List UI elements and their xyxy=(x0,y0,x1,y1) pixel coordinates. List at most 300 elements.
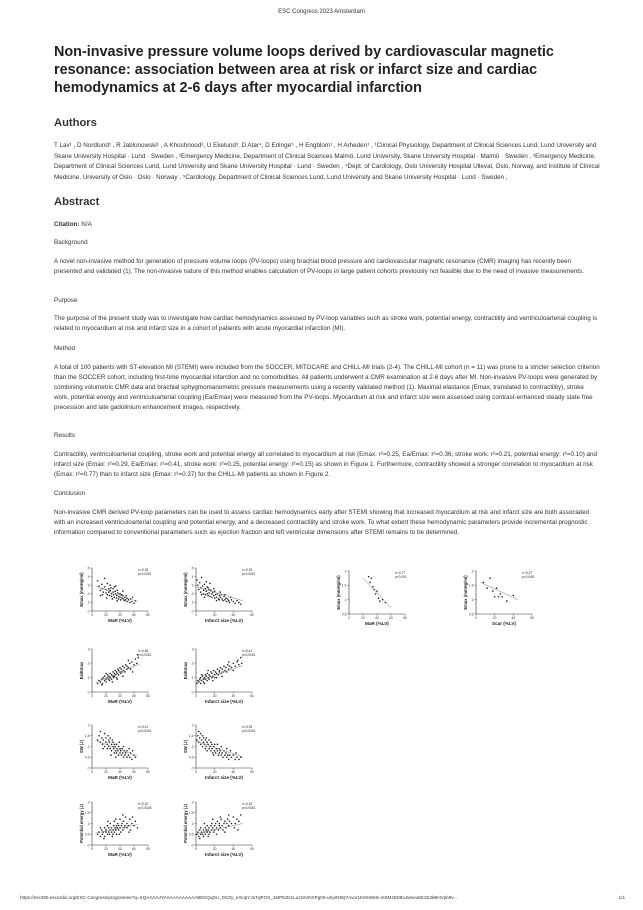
data-point xyxy=(200,591,202,593)
data-point xyxy=(238,664,240,666)
data-point xyxy=(513,595,515,597)
x-tick-label: 60 xyxy=(250,770,254,774)
data-point xyxy=(107,825,109,827)
data-point xyxy=(201,674,203,676)
data-point xyxy=(234,602,236,604)
data-point xyxy=(114,827,116,829)
data-point xyxy=(128,754,130,756)
data-point xyxy=(116,590,118,592)
y-tick-label: 1 xyxy=(191,600,194,605)
data-point xyxy=(104,578,106,580)
data-point xyxy=(230,750,232,752)
data-point xyxy=(109,584,111,586)
data-point xyxy=(118,670,120,672)
page-title: Non-invasive pressure volume loops derived by cardiovascular magnetic resonance: association between area at risk or infarct size and cardiac hemodynamics at 2-6 days after myocardial infarction xyxy=(54,44,554,96)
data-point xyxy=(204,683,206,685)
data-point xyxy=(126,750,128,752)
data-point xyxy=(215,594,217,596)
data-point xyxy=(102,744,104,746)
y-tick-label: 2 xyxy=(471,569,474,574)
data-point xyxy=(212,752,214,754)
data-point xyxy=(125,664,127,666)
data-point xyxy=(111,827,113,829)
x-tick-label: 40 xyxy=(118,847,122,851)
data-point xyxy=(225,752,227,754)
x-tick-label: 40 xyxy=(231,694,236,698)
data-point xyxy=(109,823,111,825)
data-point xyxy=(236,756,238,758)
x-tick-label: 0 xyxy=(195,694,197,698)
data-point xyxy=(131,601,133,603)
x-axis-label: MaR (%LV) xyxy=(108,852,132,857)
data-point xyxy=(109,673,111,675)
data-point xyxy=(220,746,222,748)
x-tick-label: 20 xyxy=(212,847,217,851)
x-tick-label: 0 xyxy=(475,616,477,620)
data-point xyxy=(238,602,240,604)
data-point xyxy=(119,667,121,669)
data-point xyxy=(121,597,123,599)
x-axis-label: Scar (%LV) xyxy=(492,621,516,626)
data-point xyxy=(228,600,230,602)
background-label: Background xyxy=(54,239,88,246)
y-tick-label: 0 xyxy=(191,766,194,771)
data-point xyxy=(102,683,104,685)
data-point xyxy=(204,596,206,598)
purpose-text: The purpose of the present study was to investigate how cardiac hemodynamics assessed by PV-loop variables such as stroke work, potential energy, contractility and ventriculoarterial coupling is related to myocardium at risk and infarct size in a cohort of patients with acute myocardial infarction (MI). xyxy=(54,315,598,332)
y-tick-label: 0.5 xyxy=(188,755,194,760)
x-axis-label: Infarct size (%LV) xyxy=(205,852,243,857)
data-point xyxy=(108,746,110,748)
data-point xyxy=(129,663,131,665)
data-point xyxy=(108,831,110,833)
data-point xyxy=(118,825,120,827)
x-tick-label: 20 xyxy=(104,770,108,774)
data-point xyxy=(114,670,116,672)
data-point xyxy=(203,737,205,739)
data-point xyxy=(109,741,111,743)
y-tick-label: 1.5 xyxy=(468,583,474,588)
y-tick-label: 1.5 xyxy=(188,811,194,816)
data-point xyxy=(123,756,125,758)
x-tick-label: 40 xyxy=(118,770,122,774)
regression-line xyxy=(96,664,140,683)
data-point xyxy=(220,818,222,820)
data-point xyxy=(378,597,380,599)
data-point xyxy=(122,814,124,816)
y-tick-label: 2 xyxy=(87,800,90,805)
regression-line xyxy=(481,582,518,599)
y-tick-label: 0.5 xyxy=(84,832,90,837)
data-point xyxy=(235,752,237,754)
data-point xyxy=(206,593,208,595)
data-point xyxy=(219,752,221,754)
data-point xyxy=(203,829,205,831)
data-point xyxy=(196,683,198,685)
x-tick-label: 60 xyxy=(132,613,136,617)
data-point xyxy=(100,595,102,597)
x-tick-label: 80 xyxy=(146,847,150,851)
data-point xyxy=(97,683,99,685)
x-axis-label: MaR (%LV) xyxy=(108,775,132,780)
data-point xyxy=(225,667,227,669)
data-point xyxy=(115,818,117,820)
data-point xyxy=(499,593,501,595)
data-point xyxy=(213,595,215,597)
data-point xyxy=(489,577,491,579)
chart-chill-emax-scar xyxy=(462,566,538,626)
data-point xyxy=(122,829,124,831)
data-point xyxy=(116,752,118,754)
stats-annotation: r²=0.29 xyxy=(242,568,253,572)
data-point xyxy=(223,823,225,825)
data-point xyxy=(240,657,242,659)
data-point xyxy=(203,681,205,683)
data-point xyxy=(116,600,118,602)
footer-url: https://esc365.escardio.org/ESC-Congress/programme?q=XQAAAAJYAAAAAAAAAAABEKQqGU_0GZy_eXUpYJoTqPOS_1MPDZz1LuzzsVNXPg00-uKjnN9Q7Avor1K9SWe5i-nISM26D8nJwneu8K1E3kBHVpb9v... xyxy=(20,895,458,900)
data-point xyxy=(206,750,208,752)
data-point xyxy=(119,752,121,754)
x-tick-label: 60 xyxy=(389,616,393,620)
results-text: Contractility, ventriculoarterial coupling, stroke work and potential energy all correlated to myocardium at risk (Emax: r²=0.25, Ea/Emax: r²=0.36, stroke work: r²=0.21, potential energy: r²=0.10) and infarct size (Emax: r²=0.29, Ea/Emax: r²=0.41, stroke work: r²=0.25, potential energy: r²=0.15) as shown in Figure 1. Furthermore, contractility showed a stronger correlation to myocardium at risk (Emax: r²=0.77) than to infarct size (Emax: r²=0.37) for the CHILL-MI patients as shown in Figure 2. xyxy=(54,451,598,478)
x-tick-label: 80 xyxy=(403,616,407,620)
data-point xyxy=(210,750,212,752)
y-tick-label: 0.5 xyxy=(341,612,347,617)
x-tick-label: 0 xyxy=(91,770,93,774)
x-tick-label: 0 xyxy=(348,616,350,620)
citation-value: N/A xyxy=(81,221,92,228)
data-point xyxy=(208,827,210,829)
data-point xyxy=(122,590,124,592)
data-point xyxy=(219,596,221,598)
data-point xyxy=(107,748,109,750)
x-tick-label: 60 xyxy=(250,847,254,851)
data-point xyxy=(102,833,104,835)
y-tick-label: 1 xyxy=(471,597,474,602)
data-point xyxy=(219,823,221,825)
y-axis-label: Emax (mmHg/ml) xyxy=(79,572,84,607)
data-point xyxy=(102,739,104,741)
x-axis-label: MaR (%LV) xyxy=(365,621,389,626)
data-point xyxy=(213,588,215,590)
data-point xyxy=(204,584,206,586)
data-point xyxy=(121,823,123,825)
data-point xyxy=(98,585,100,587)
y-tick-label: 1 xyxy=(344,597,347,602)
data-point xyxy=(126,595,128,597)
data-point xyxy=(210,825,212,827)
data-point xyxy=(123,600,125,602)
chart-eaemax-mar xyxy=(78,644,154,704)
data-point xyxy=(108,739,110,741)
data-point xyxy=(205,737,207,739)
data-point xyxy=(136,663,138,665)
data-point xyxy=(119,818,121,820)
data-point xyxy=(120,599,122,601)
y-axis-label: Potential energy (J) xyxy=(183,804,188,843)
stats-annotation: r²=0.36 xyxy=(138,649,149,653)
y-tick-label: 0 xyxy=(191,609,194,614)
data-point xyxy=(112,588,114,590)
y-axis-label: Ea/Emax xyxy=(79,661,84,680)
y-tick-label: 1.5 xyxy=(188,734,194,739)
x-axis-label: MaR (%LV) xyxy=(108,699,132,704)
data-point xyxy=(227,664,229,666)
x-tick-label: 0 xyxy=(195,847,197,851)
data-point xyxy=(205,829,207,831)
stats-annotation: r²=0.15 xyxy=(242,802,253,806)
data-point xyxy=(104,733,106,735)
data-point xyxy=(135,658,137,660)
data-point xyxy=(209,583,211,585)
data-point xyxy=(200,833,202,835)
results-label: Results xyxy=(54,432,75,439)
data-point xyxy=(109,677,111,679)
data-point xyxy=(219,667,221,669)
y-tick-label: 1 xyxy=(191,821,194,826)
data-point xyxy=(206,680,208,682)
y-tick-label: 2 xyxy=(87,661,90,666)
data-point xyxy=(131,759,133,761)
stats-annotation: p=0.0026 xyxy=(138,806,152,810)
data-point xyxy=(121,748,123,750)
y-tick-label: 3 xyxy=(87,647,90,652)
data-point xyxy=(106,597,108,599)
data-point xyxy=(129,602,131,604)
x-tick-label: 40 xyxy=(511,616,516,620)
data-point xyxy=(104,675,106,677)
data-point xyxy=(216,673,218,675)
data-point xyxy=(236,818,238,820)
data-point xyxy=(213,831,215,833)
chart-pe-mar xyxy=(78,797,154,857)
data-point xyxy=(105,831,107,833)
x-tick-label: 80 xyxy=(146,694,150,698)
x-tick-label: 60 xyxy=(132,694,136,698)
data-point xyxy=(236,600,238,602)
data-point xyxy=(238,821,240,823)
data-point xyxy=(207,587,209,589)
data-point xyxy=(210,741,212,743)
authors-list: T Lav¹ , D Nordlund¹ , R Jablonowski¹ , A Khoshnood², U Ekelund³, D Atar⁴, D Erlinge⁵ , H Engblom¹ , H Arheden¹ , ¹Clinical Physiology, Department of Clinical Sciences Lund, Lund University and Skane University Hospital · Lund · Sweden , ²Emergency Medicine, Department of Clinical Sciences Malmö, Lund University, Skane University Hospital · Malmö · Sweden , ³Emergency Medicine, Department of Clinical Sciences Lund, Lund University and Skane University Hospital · Lund · Sweden , ⁴Dept. of Cardiology, Oslo University Hospital Ulleval, Oslo, Norway, and Institute of Clinical Medicine, University of Oslo · Oslo · Norway , ⁵Cardiology, Department of Clinical Sciences Lund, Lund University and Skane University Hospital · Lund · Sweden , xyxy=(54,142,600,181)
data-point xyxy=(379,600,381,602)
data-point xyxy=(109,833,111,835)
x-tick-label: 0 xyxy=(91,613,93,617)
data-point xyxy=(233,663,235,665)
data-point xyxy=(221,825,223,827)
y-tick-label: 2 xyxy=(87,723,90,728)
footer-page-number: 1/1 xyxy=(618,895,625,900)
data-point xyxy=(208,739,210,741)
data-point xyxy=(219,591,221,593)
x-axis-label: MaR (%LV) xyxy=(108,618,132,623)
data-point xyxy=(128,831,130,833)
data-point xyxy=(221,675,223,677)
data-point xyxy=(128,748,130,750)
data-point xyxy=(205,674,207,676)
data-point xyxy=(114,586,116,588)
y-tick-label: 2 xyxy=(191,661,194,666)
data-point xyxy=(116,827,118,829)
data-point xyxy=(113,825,115,827)
stats-annotation: p<0.0001 xyxy=(242,729,256,733)
data-point xyxy=(216,600,218,602)
regression-line xyxy=(96,740,138,756)
x-tick-label: 0 xyxy=(195,613,197,617)
data-point xyxy=(122,752,124,754)
data-point xyxy=(109,748,111,750)
data-point xyxy=(104,746,106,748)
data-point xyxy=(126,756,128,758)
data-point xyxy=(207,670,209,672)
data-point xyxy=(116,597,118,599)
data-point xyxy=(214,750,216,752)
data-point xyxy=(219,595,221,597)
data-point xyxy=(119,741,121,743)
data-point xyxy=(118,829,120,831)
data-point xyxy=(126,665,128,667)
data-point xyxy=(196,579,198,581)
data-point xyxy=(108,591,110,593)
y-tick-label: 2 xyxy=(191,592,194,597)
data-point xyxy=(102,677,104,679)
x-tick-label: 40 xyxy=(375,616,379,620)
x-axis-label: Infarct size (%LV) xyxy=(205,775,243,780)
data-point xyxy=(234,665,236,667)
data-point xyxy=(233,670,235,672)
data-point xyxy=(118,754,120,756)
authors-heading: Authors xyxy=(54,117,97,129)
data-point xyxy=(114,821,116,823)
data-point xyxy=(113,594,115,596)
data-point xyxy=(222,829,224,831)
data-point xyxy=(241,663,243,665)
data-point xyxy=(198,836,200,838)
data-point xyxy=(135,821,137,823)
data-point xyxy=(199,678,201,680)
data-point xyxy=(114,673,116,675)
data-point xyxy=(126,827,128,829)
stats-annotation: r²=0.41 xyxy=(242,649,253,653)
data-point xyxy=(117,592,119,594)
data-point xyxy=(221,752,223,754)
data-point xyxy=(116,744,118,746)
chart-eaemax-is xyxy=(182,644,258,704)
data-point xyxy=(211,593,213,595)
stats-annotation: p<0.0001 xyxy=(242,572,256,576)
data-point xyxy=(103,838,105,840)
abstract-heading: Abstract xyxy=(54,196,100,208)
data-point xyxy=(203,836,205,838)
data-point xyxy=(205,581,207,583)
data-point xyxy=(116,595,118,597)
data-point xyxy=(102,594,104,596)
data-point xyxy=(107,674,109,676)
data-point xyxy=(198,731,200,733)
y-axis-label: Ea/Emax xyxy=(183,661,188,680)
stats-annotation: p<0.0001 xyxy=(138,572,152,576)
regression-line xyxy=(196,741,243,757)
data-point xyxy=(121,754,123,756)
data-point xyxy=(129,756,131,758)
data-point xyxy=(206,825,208,827)
data-point xyxy=(132,596,134,598)
data-point xyxy=(123,746,125,748)
y-tick-label: 4 xyxy=(191,574,194,579)
data-point xyxy=(203,593,205,595)
data-point xyxy=(196,739,198,741)
data-point xyxy=(108,588,110,590)
y-tick-label: 3 xyxy=(87,583,90,588)
data-point xyxy=(135,756,137,758)
data-point xyxy=(211,823,213,825)
data-point xyxy=(100,836,102,838)
x-tick-label: 0 xyxy=(91,847,93,851)
x-tick-label: 20 xyxy=(492,616,497,620)
y-tick-label: 0 xyxy=(87,843,90,848)
data-point xyxy=(205,594,207,596)
data-point xyxy=(115,756,117,758)
data-point xyxy=(494,596,496,598)
method-label: Method xyxy=(54,345,76,352)
data-point xyxy=(124,671,126,673)
data-point xyxy=(371,577,373,579)
y-tick-label: 0.5 xyxy=(188,832,194,837)
data-point xyxy=(101,684,103,686)
y-tick-label: 0 xyxy=(191,690,194,695)
data-point xyxy=(208,589,210,591)
data-point xyxy=(130,668,132,670)
data-point xyxy=(133,664,135,666)
data-point xyxy=(111,674,113,676)
stats-annotation: r²=0.10 xyxy=(138,802,149,806)
data-point xyxy=(97,580,99,582)
data-point xyxy=(137,827,139,829)
data-point xyxy=(215,823,217,825)
data-point xyxy=(100,731,102,733)
data-point xyxy=(234,759,236,761)
data-point xyxy=(118,746,120,748)
background-text: A novel non-invasive method for generation of pressure volume loops (PV-loops) using brachial blood pressure and cardiovascular magnetic resonance (CMR) imaging has recently been presented and validated (1). The non-invasive nature of this method enables calculation of PV-loops in large patient cohorts previously not feasible due to the need of invasive measurements. xyxy=(54,258,584,275)
y-tick-label: 0.5 xyxy=(468,612,474,617)
data-point xyxy=(229,665,231,667)
x-tick-label: 20 xyxy=(104,613,108,617)
data-point xyxy=(116,678,118,680)
data-point xyxy=(205,746,207,748)
data-point xyxy=(205,588,207,590)
data-point xyxy=(233,601,235,603)
data-point xyxy=(220,754,222,756)
x-tick-label: 60 xyxy=(132,770,136,774)
y-axis-label: Potential energy (J) xyxy=(79,804,84,843)
data-point xyxy=(205,827,207,829)
data-point xyxy=(201,594,203,596)
data-point xyxy=(209,596,211,598)
data-point xyxy=(131,823,133,825)
data-point xyxy=(98,735,100,737)
stats-annotation: r²=0.21 xyxy=(138,725,149,729)
data-point xyxy=(104,586,106,588)
y-tick-label: 3 xyxy=(191,583,194,588)
data-point xyxy=(101,737,103,739)
data-point xyxy=(208,592,210,594)
data-point xyxy=(102,748,104,750)
data-point xyxy=(116,833,118,835)
chart-sw-is xyxy=(182,720,258,780)
data-point xyxy=(123,667,125,669)
data-point xyxy=(205,590,207,592)
data-point xyxy=(215,752,217,754)
